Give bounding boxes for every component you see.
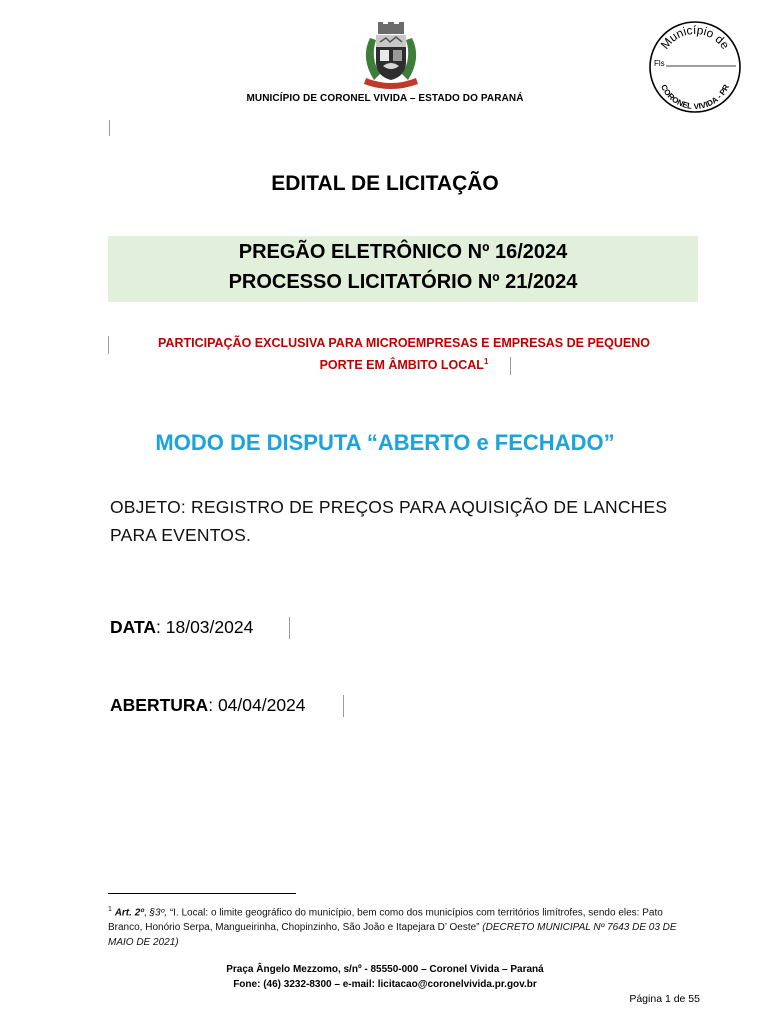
page-number: Página 1 de 55 (629, 993, 700, 1005)
pregao-number: PREGÃO ELETRÔNICO Nº 16/2024 (238, 241, 568, 263)
text-cursor-mark (510, 357, 511, 375)
data-value: 18/03/2024 (165, 617, 254, 637)
footer-address: Praça Ângelo Mezzomo, s/nº - 85550-000 – Coronel Vivida – Paraná (226, 964, 544, 975)
abertura-row: ABERTURA: 04/04/2024 (110, 695, 306, 715)
footnote: $^1$ Art. 2º, §3º, “I. Local: o limite geográfico do município, bem como dos municípios com territórios limítrofes, sendo eles: Pato Branco, Honório Serpa, Mangueirinha, Chopinzinho, São João e Itapejara D’ Oeste” (DECRETO MUNICIPAL Nº 7643 DE 03 DE MAIO DE 2021) (108, 906, 677, 949)
footnote-text: “I. Local: o limite geográfico do município, bem como dos municípios com territórios limítrofes, sendo eles: Pato Branco, Honório Serpa, Mangueirinha, Chopinzinho, São João e Itapejara D’ Oeste” (108, 907, 663, 934)
objeto-text-line-2: PARA EVENTOS. (110, 525, 252, 545)
participation-line-2-text: PORTE EM ÂMBITO LOCAL (319, 358, 484, 373)
stamp-top-text: Município de (657, 22, 733, 52)
objeto-line-1 (110, 497, 667, 518)
footnote-paragraph: §3º, (149, 907, 168, 919)
footer-contact: Fone: (46) 3232-8300 – e-mail: licitacao@coronelvivida.pr.gov.br (233, 979, 537, 990)
svg-text:CORONEL VIVIDA - PR (659, 83, 731, 111)
text-cursor-mark (289, 617, 290, 639)
footnote-decree: (DECRETO MUNICIPAL Nº 7643 DE 03 DE MAIO DE 2021) (108, 922, 677, 949)
text-cursor-mark (109, 120, 110, 136)
protocol-stamp (648, 20, 742, 114)
dispute-mode-heading: MODO DE DISPUTA “ABERTO e FECHADO” (155, 430, 615, 455)
abertura-label: ABERTURA (110, 695, 209, 715)
municipality-header: MUNICÍPIO DE CORONEL VIVIDA – ESTADO DO PARANÁ (246, 93, 524, 104)
stamp-fls-label: Fls (654, 59, 665, 68)
stamp-bottom-text: CORONEL VIVIDA - PR (658, 83, 732, 112)
data-label: DATA (110, 617, 157, 637)
objeto-text-line-1: REGISTRO DE PREÇOS PARA AQUISIÇÃO DE LANCHES (191, 497, 668, 517)
objeto-label: OBJETO: (110, 497, 186, 517)
data-row: DATA: 18/03/2024 (110, 617, 254, 637)
abertura-value: 04/04/2024 (217, 695, 306, 715)
footnote-article: Art. 2º (114, 907, 144, 919)
svg-text:Município de (658, 23, 733, 52)
page-title: EDITAL DE LICITAÇÃO (271, 172, 499, 195)
footnote-divider (108, 893, 296, 894)
footnote-number: 1 (108, 906, 112, 913)
participation-line-1: PARTICIPAÇÃO EXCLUSIVA PARA MICROEMPRESAS E EMPRESAS DE PEQUENO (158, 336, 650, 350)
procurement-banner (108, 236, 698, 302)
footnote-reference[interactable]: 1 (483, 357, 489, 366)
text-cursor-mark (343, 695, 344, 717)
participation-line-2 (108, 357, 700, 372)
coat-of-arms-icon (356, 22, 426, 90)
processo-number: PROCESSO LICITATÓRIO Nº 21/2024 (228, 271, 578, 293)
